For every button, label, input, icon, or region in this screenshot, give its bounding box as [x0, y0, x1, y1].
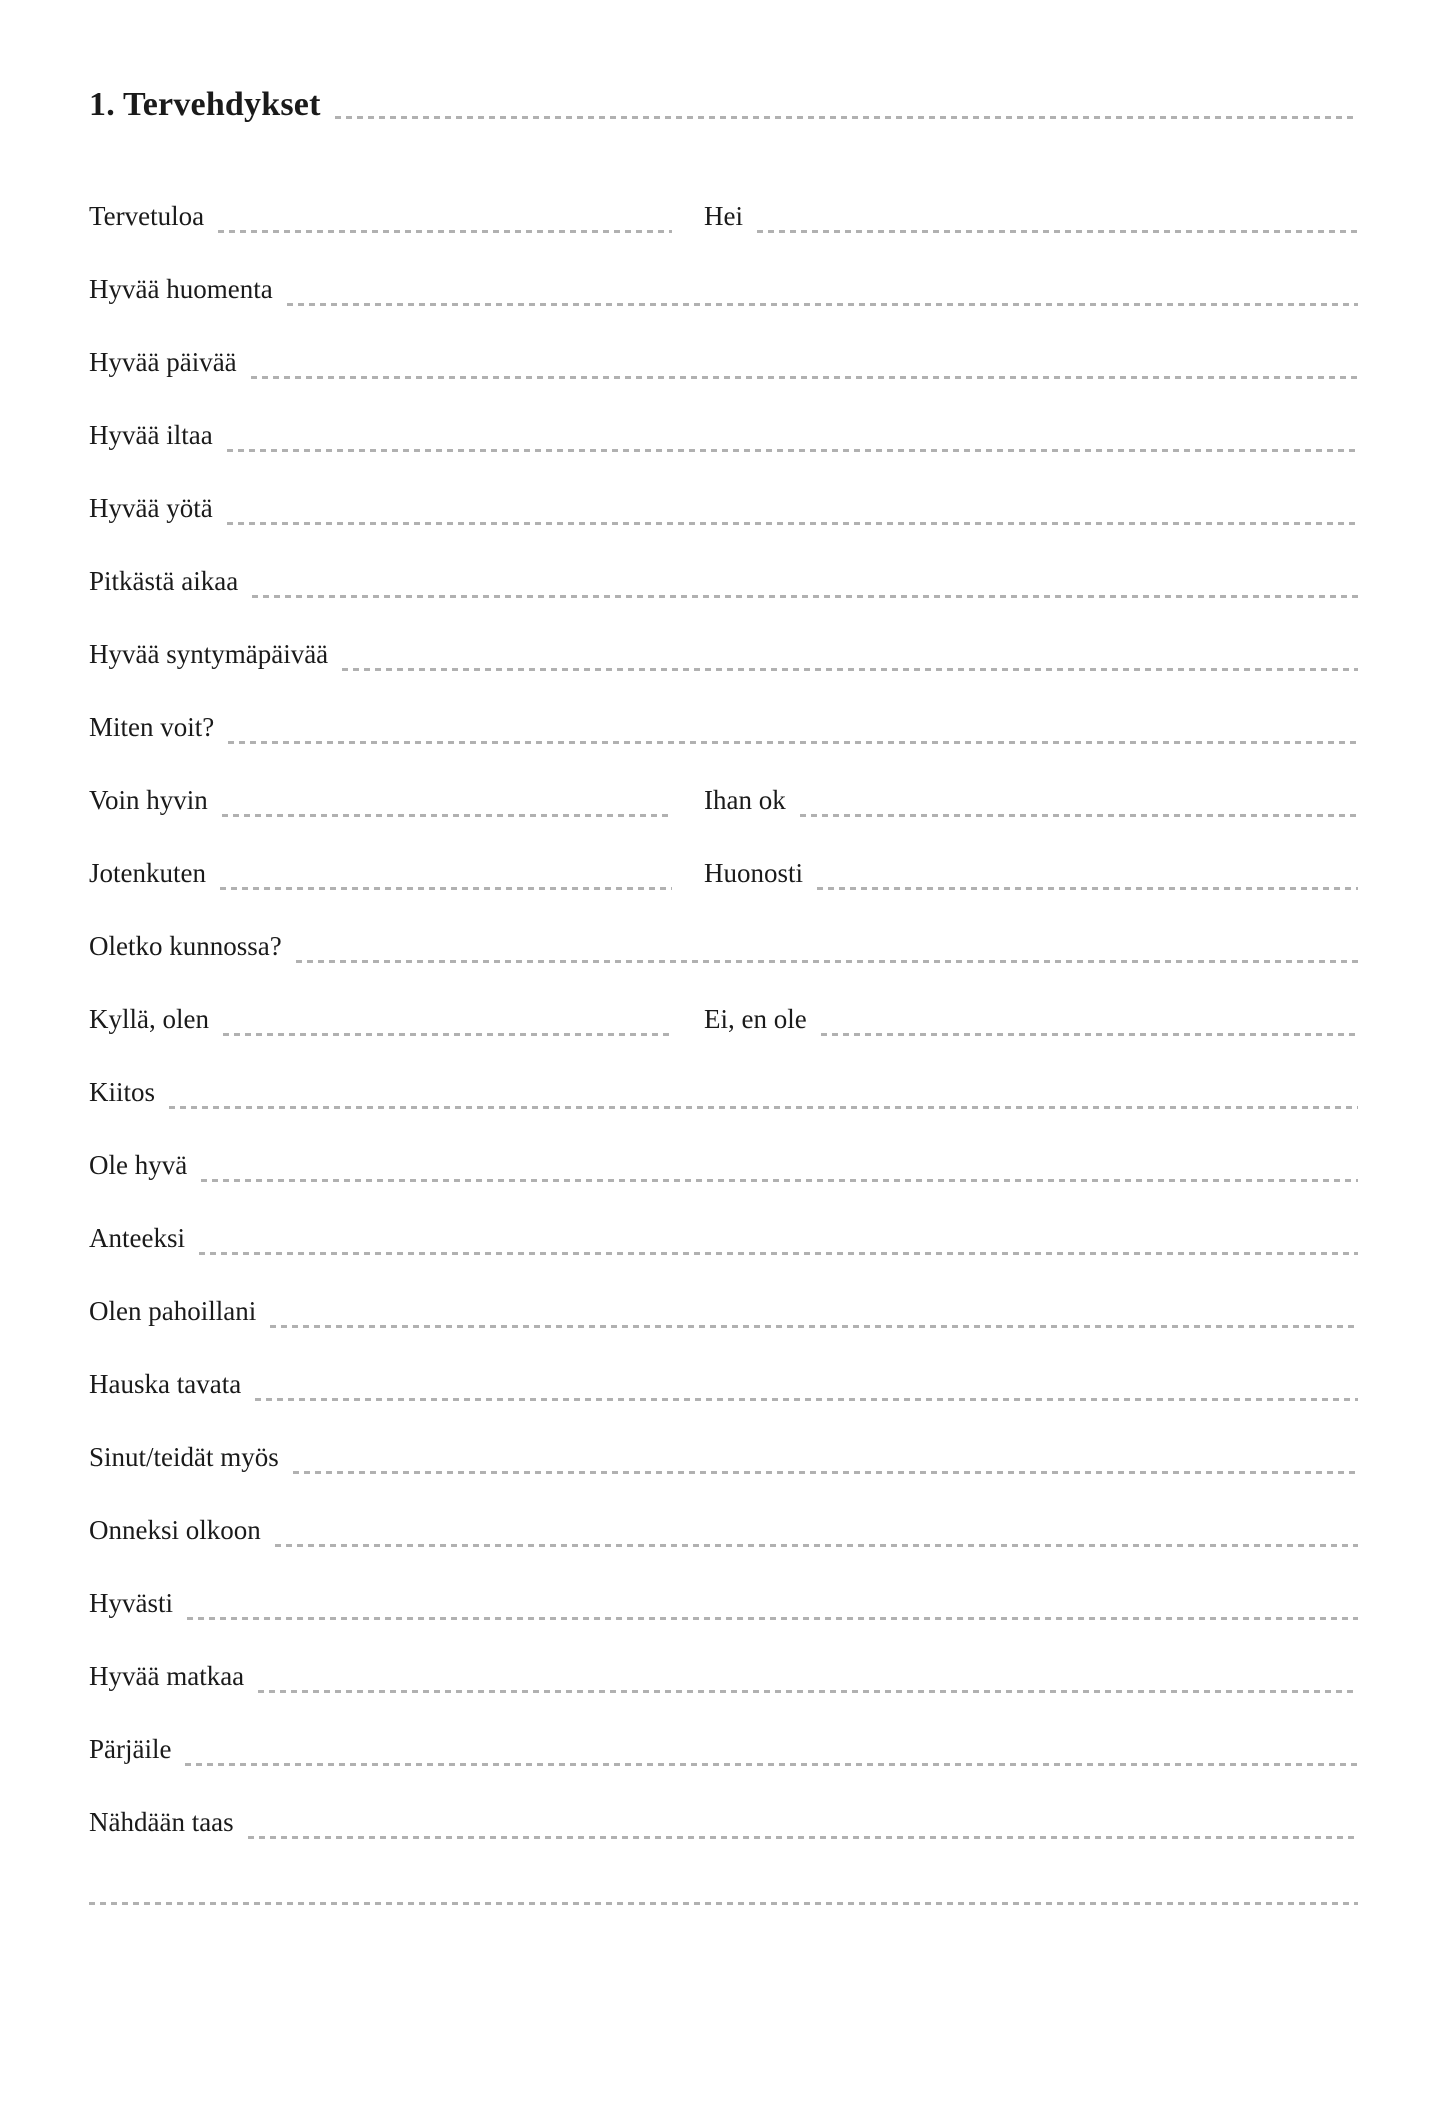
phrase-label: Jotenkuten [89, 858, 206, 888]
phrase-row [89, 691, 1358, 764]
phrase-cell [89, 714, 1358, 741]
phrase-row [89, 1713, 1358, 1786]
phrase-label: Pärjäile [89, 1734, 172, 1764]
phrase-cell [89, 1444, 1358, 1471]
phrase-row [89, 180, 1358, 253]
phrase-cell [89, 641, 1358, 668]
answer-blank-dots [252, 595, 1358, 598]
phrase-label: Hyvää syntymäpäivää [89, 639, 329, 669]
phrase-cell [89, 1152, 1358, 1179]
phrase-row [89, 545, 1358, 618]
phrase-label: Voin hyvin [89, 785, 208, 815]
phrase-cell [89, 933, 1358, 960]
answer-blank-dots [757, 230, 1358, 233]
answer-blank-dots [248, 1836, 1358, 1839]
answer-blank-dots [270, 1325, 1358, 1328]
phrase-label: Sinut/teidät myös [89, 1442, 279, 1472]
answer-blank-dots [227, 449, 1358, 452]
phrase-label: Miten voit? [89, 712, 215, 742]
answer-blank-dots [185, 1763, 1358, 1766]
phrase-row [89, 1640, 1358, 1713]
worksheet-page [0, 74, 1445, 2117]
phrase-label: Onneksi olkoon [89, 1515, 261, 1545]
phrase-label: Olen pahoillani [89, 1296, 257, 1326]
phrase-cell [89, 276, 1358, 303]
phrase-label: Hyvää huomenta [89, 274, 273, 304]
phrase-label: Anteeksi [89, 1223, 185, 1253]
phrase-row [89, 1275, 1358, 1348]
phrase-cell [89, 1736, 1358, 1763]
phrase-cell [89, 1079, 1358, 1106]
phrase-row [89, 983, 1358, 1056]
phrase-label: Hyvää yötä [89, 493, 213, 523]
phrase-label: Oletko kunnossa? [89, 931, 282, 961]
phrase-label: Hyvästi [89, 1588, 173, 1618]
answer-blank-dots [821, 1033, 1358, 1036]
phrase-row [89, 326, 1358, 399]
phrase-cell-left [89, 203, 672, 230]
phrase-cell-right [704, 1006, 1358, 1033]
phrase-cell-right [704, 860, 1358, 887]
answer-blank-dots [800, 814, 1358, 817]
answer-blank-dots [228, 741, 1358, 744]
answer-blank-dots [258, 1690, 1358, 1693]
phrase-row [89, 837, 1358, 910]
phrase-row [89, 1129, 1358, 1202]
phrase-label: Hyvää matkaa [89, 1661, 245, 1691]
phrase-rows [89, 180, 1358, 1859]
phrase-cell [89, 1225, 1358, 1252]
phrase-cell-left [89, 787, 672, 814]
phrase-row [89, 1494, 1358, 1567]
phrase-row [89, 618, 1358, 691]
answer-blank-dots [222, 814, 672, 817]
phrase-label: Hauska tavata [89, 1369, 242, 1399]
phrase-row [89, 1056, 1358, 1129]
phrase-row [89, 399, 1358, 472]
phrase-label: Hyvää iltaa [89, 420, 213, 450]
phrase-cell-left [89, 860, 672, 887]
phrase-label: Hyvää päivää [89, 347, 237, 377]
phrase-label: Hei [704, 201, 743, 231]
answer-blank-dots [223, 1033, 672, 1036]
phrase-cell [89, 568, 1358, 595]
phrase-cell [89, 495, 1358, 522]
phrase-label: Ihan ok [704, 785, 786, 815]
phrase-label: Ei, en ole [704, 1004, 807, 1034]
page-title: 1. Tervehdykset [89, 86, 321, 123]
phrase-label: Kyllä, olen [89, 1004, 209, 1034]
phrase-row [89, 910, 1358, 983]
answer-blank-dots [199, 1252, 1358, 1255]
phrase-row [89, 1786, 1358, 1859]
answer-blank-dots [255, 1398, 1358, 1401]
answer-blank-dots [817, 887, 1358, 890]
phrase-cell [89, 1809, 1358, 1836]
answer-blank-dots [296, 960, 1358, 963]
phrase-row [89, 1202, 1358, 1275]
phrase-cell [89, 422, 1358, 449]
phrase-label: Kiitos [89, 1077, 156, 1107]
phrase-cell [89, 1298, 1358, 1325]
phrase-row [89, 253, 1358, 326]
answer-blank-dots [218, 230, 672, 233]
phrase-row [89, 472, 1358, 545]
phrase-cell [89, 1517, 1358, 1544]
answer-blank-dots [251, 376, 1358, 379]
answer-blank-dots [169, 1106, 1358, 1109]
answer-blank-dots [201, 1179, 1358, 1182]
phrase-label: Nähdään taas [89, 1807, 234, 1837]
phrase-cell [89, 1371, 1358, 1398]
phrase-row [89, 1421, 1358, 1494]
answer-blank-dots [227, 522, 1358, 525]
phrase-label: Huonosti [704, 858, 804, 888]
footer-divider [89, 1902, 1358, 1905]
footer-divider-dots [89, 1902, 1358, 1905]
title-underline-dots [335, 116, 1358, 119]
phrase-cell [89, 1590, 1358, 1617]
answer-blank-dots [275, 1544, 1358, 1547]
answer-blank-dots [187, 1617, 1358, 1620]
answer-blank-dots [342, 668, 1358, 671]
answer-blank-dots [220, 887, 672, 890]
phrase-cell [89, 1663, 1358, 1690]
phrase-row [89, 1348, 1358, 1421]
phrase-label: Ole hyvä [89, 1150, 188, 1180]
phrase-cell-right [704, 203, 1358, 230]
phrase-cell-left [89, 1006, 672, 1033]
phrase-row [89, 1567, 1358, 1640]
title-row [89, 74, 1358, 122]
phrase-label: Tervetuloa [89, 201, 205, 231]
phrase-row [89, 764, 1358, 837]
phrase-cell-right [704, 787, 1358, 814]
answer-blank-dots [287, 303, 1358, 306]
phrase-label: Pitkästä aikaa [89, 566, 239, 596]
answer-blank-dots [293, 1471, 1358, 1474]
phrase-cell [89, 349, 1358, 376]
